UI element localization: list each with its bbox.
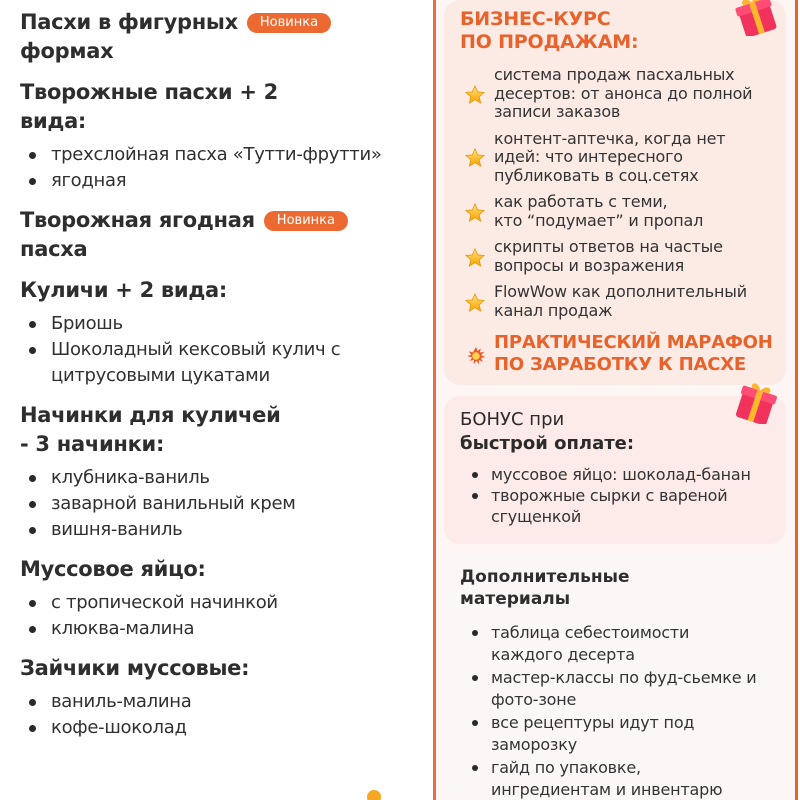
bullet-icon <box>29 501 36 508</box>
bullet-icon <box>29 475 36 482</box>
section-title: Куличи + 2 вида: <box>20 278 227 302</box>
bullet-icon <box>472 630 478 636</box>
list-item: творожные сырки с вареной сгущенкой <box>460 485 774 527</box>
bullet-icon <box>29 347 36 354</box>
section-title: Зайчики муссовые: <box>20 656 250 680</box>
bullet-icon <box>29 725 36 732</box>
bullet-icon <box>29 699 36 706</box>
star-icon <box>464 84 486 106</box>
bullet-icon <box>29 178 36 185</box>
bullet-icon <box>472 493 478 499</box>
list-item: мастер-классы по фуд-сьемке и фото-зоне <box>460 667 774 710</box>
list-item: FlowWow как дополнительный канал продаж <box>460 283 774 320</box>
list-item: все рецептуры идут под заморозку <box>460 712 774 755</box>
bullet-icon <box>29 321 36 328</box>
bullet-icon <box>472 675 478 681</box>
list-item: вишня-ваниль <box>20 517 433 543</box>
star-icon <box>464 292 486 314</box>
list-item: гайд по упаковке, ингредиентам и инвентарю <box>460 757 774 800</box>
list-item: таблица себестоимости каждого десерта <box>460 622 774 665</box>
bullet-icon <box>29 152 36 159</box>
list-item: контент-аптечка, когда нет идей: что интересного публиковать в соц.сетях <box>460 130 774 186</box>
list-item: заварной ванильный крем <box>20 491 433 517</box>
section-kulich <box>20 276 433 389</box>
list-item: система продаж пасхальных десертов: от анонса до полной записи заказов <box>460 66 774 122</box>
bullet-icon <box>29 626 36 633</box>
star-icon <box>464 147 486 169</box>
section-title: Творожные пасхи + 2 вида: <box>20 80 278 133</box>
bullet-icon <box>472 472 478 478</box>
extra-materials-card <box>444 554 786 800</box>
section-berry-paskha <box>20 206 433 264</box>
section-title: Пасхи в фигурных Новинка формах <box>20 8 433 66</box>
bullet-icon <box>472 720 478 726</box>
section-title: Творожная ягодная Новинка пасха <box>20 206 433 264</box>
collision-icon <box>466 346 486 366</box>
section-mousse-bunnies <box>20 654 433 741</box>
section-mousse-egg <box>20 555 433 642</box>
section-title: Муссовое яйцо: <box>20 557 206 581</box>
bonus-column <box>436 0 798 800</box>
star-icon <box>464 202 486 224</box>
list-item: как работать с теми, кто “подумает” и пропал <box>460 193 774 230</box>
list-item: кофе-шоколад <box>20 715 433 741</box>
right-edge-border <box>795 0 798 800</box>
list-item: трехслойная пасха «Тутти-фрутти» <box>20 142 433 168</box>
gift-icon <box>732 380 780 424</box>
gift-icon <box>733 0 781 36</box>
marathon-callout: ПРАКТИЧЕСКИЙ МАРАФОН ПО ЗАРАБОТКУ К ПАСХЕ <box>460 332 774 376</box>
card-title: БОНУС при быстрой оплате: <box>460 409 635 454</box>
section-curd-paskha <box>20 78 433 194</box>
list-item: клюква-малина <box>20 616 433 642</box>
bullet-icon <box>29 600 36 607</box>
section-figured-paskha <box>20 8 433 66</box>
new-badge: Новинка <box>247 13 331 33</box>
list-item: клубника-ваниль <box>20 465 433 491</box>
list-item: ваниль-малина <box>20 689 433 715</box>
list-item: ягодная <box>20 168 433 194</box>
list-item: Шоколадный кексовый кулич с цитрусовыми цукатами <box>20 337 433 389</box>
card-title: Дополнительные материалы <box>460 567 630 609</box>
list-item: Бриошь <box>20 311 433 337</box>
section-fillings <box>20 401 433 543</box>
list-item: с тропической начинкой <box>20 590 433 616</box>
star-icon <box>464 247 486 269</box>
section-title: Начинки для куличей - 3 начинки: <box>20 403 281 456</box>
list-item: скрипты ответов на частые вопросы и возражения <box>460 238 774 275</box>
bullet-icon <box>29 527 36 534</box>
decoration-icon <box>367 790 381 800</box>
bullet-icon <box>472 765 478 771</box>
new-badge: Новинка <box>264 211 348 231</box>
list-item: муссовое яйцо: шоколад-банан <box>460 464 774 485</box>
card-title: БИЗНЕС-КУРС ПО ПРОДАЖАМ: <box>460 8 639 53</box>
sales-course-card <box>444 0 786 385</box>
